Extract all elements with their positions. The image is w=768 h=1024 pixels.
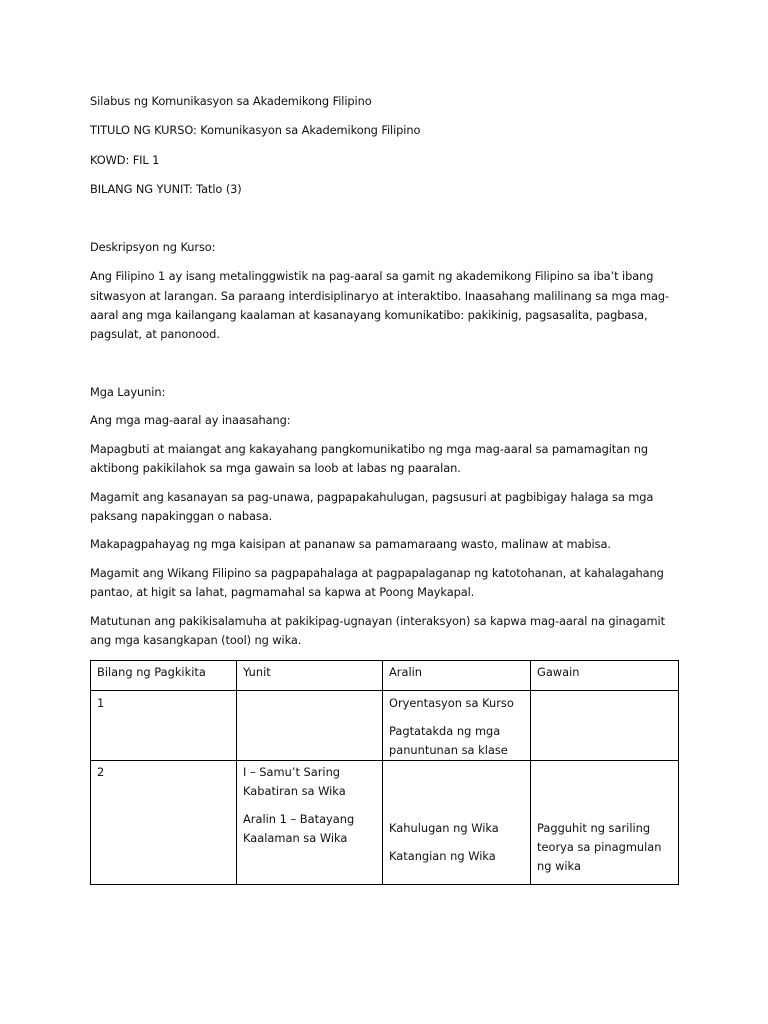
objectives-intro: Ang mga mag-aaral ay inaasahang: [90,413,291,427]
description-line: Ang Filipino 1 ay isang metalinggwistik na pag-aaral sa gamit ng akademikong Filipino sa iba’t ibang [90,269,654,283]
lesson-line: Oryentasyon sa Kurso [389,696,514,710]
cell-unit [237,761,383,885]
unit-line: I – Samu’t Saring [243,765,341,779]
meeting-number: 2 [97,765,105,779]
course-code: KOWD: FIL 1 [90,153,160,167]
activity-line: teorya sa pinagmulan [537,840,662,854]
unit-line: Aralin 1 – Batayang [243,812,355,826]
cell-activity [531,761,679,885]
objective-line: Magamit ang Wikang Filipino sa pagpapahalaga at pagpapalaganap ng katotohanan, at kahalagahang [90,566,664,580]
table-header-row [91,661,679,691]
cell-activity [531,691,679,761]
lesson-line: Kahulugan ng Wika [389,821,499,835]
description-heading: Deskripsyon ng Kurso: [90,240,216,254]
cell-meeting [91,761,237,885]
description-line: aaral ang mga kailangang kaalaman at kasanayang komunikatibo: pakikinig, pagsasalita, pagbasa, [90,308,648,322]
objective-line: aktibong pakikilahok sa mga gawain sa loob at labas ng paaralan. [90,461,461,475]
unit-line: Kaalaman sa Wika [243,831,348,845]
objectives-heading: Mga Layunin: [90,385,166,399]
table-row [91,761,679,885]
description-line: sitwasyon at larangan. Sa paraang interdisiplinaryo at interaktibo. Inaasahang malilinang sa mga mag- [90,289,670,303]
header-activity: Gawain [531,661,679,691]
lesson-line: Katangian ng Wika [389,849,496,863]
header-unit: Yunit [237,661,383,691]
objective-line: Makapagpahayag ng mga kaisipan at pananaw sa pamamaraang wasto, malinaw at mabisa. [90,537,611,551]
cell-lesson [383,691,531,761]
objective-line: Mapagbuti at maiangat ang kakayahang pangkomunikatibo ng mga mag-aaral sa pamamagitan ng [90,442,648,456]
objective-line: pantao, at higit sa lahat, pagmamahal sa kapwa at Poong Maykapal. [90,585,475,599]
header-lesson: Aralin [383,661,531,691]
cell-meeting [91,691,237,761]
objective-line: Matutunan ang pakikisalamuha at pakikipag-ugnayan (interaksyon) sa kapwa mag-aaral na ginagamit [90,614,665,628]
header-meeting: Bilang ng Pagkikita [91,661,237,691]
lesson-line: panuntunan sa klase [389,743,508,757]
cell-lesson [383,761,531,885]
unit-line: Kabatiran sa Wika [243,784,346,798]
document-heading: Silabus ng Komunikasyon sa Akademikong Filipino [90,94,372,108]
schedule-table [90,660,679,885]
meeting-number: 1 [97,696,105,710]
course-title: TITULO NG KURSO: Komunikasyon sa Akademikong Filipino [90,123,421,137]
objective-line: ang mga kasangkapan (tool) ng wika. [90,633,302,647]
lesson-line: Pagtatakda ng mga [389,724,501,738]
activity-line: ng wika [537,859,581,873]
cell-unit [237,691,383,761]
activity-line: Pagguhit ng sariling [537,821,651,835]
objective-line: paksang napakinggan o nabasa. [90,509,273,523]
course-units: BILANG NG YUNIT: Tatlo (3) [90,182,242,196]
table-row [91,691,679,761]
objective-line: Magamit ang kasanayan sa pag-unawa, pagpapakahulugan, pagsusuri at pagbibigay halaga sa mga [90,490,654,504]
description-line: pagsulat, at panonood. [90,327,220,341]
